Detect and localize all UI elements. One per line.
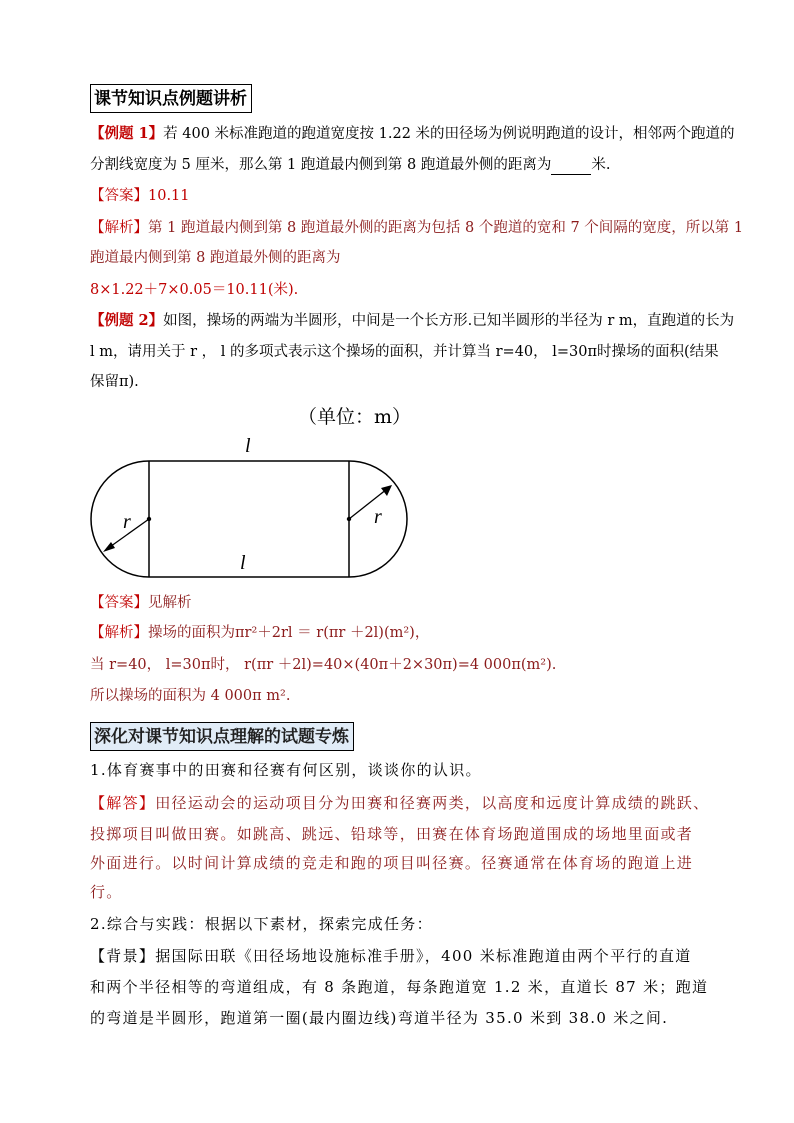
example2-answer: 【答案】见解析	[90, 595, 192, 611]
example1-analysis-line2: 跑道最内侧到第 8 跑道最外侧的距离为	[90, 250, 341, 266]
example1-analysis-line1: 【解析】第 1 跑道最内侧到第 8 跑道最外侧的距离为包括 8 个跑道的宽和 7 个间隔的宽度，所以第 1	[90, 220, 744, 236]
answer-blank	[551, 160, 591, 175]
example1-line1: 【例题 1】若 400 米标准跑道的跑道宽度按 1.22 米的田径场为例说明跑道的设计，相邻两个跑道的	[90, 125, 735, 142]
example1-answer: 【答案】10.11	[90, 188, 190, 204]
example2-line2: l m，请用关于 r ， l 的多项式表示这个操场的面积，并计算当 r=40， l=30π时操场的面积(结果	[90, 344, 719, 360]
example2-line1: 【例题 2】如图，操场的两端为半圆形，中间是一个长方形.已知半圆形的半径为 r m，直跑道的长为	[90, 312, 735, 329]
example2-analysis-line1: 【解析】操场的面积为πr²＋2rl ＝ r(πr ＋2l)(m²)，	[90, 625, 430, 641]
q2-background-line1: 【背景】据国际田联《田径场地设施标准手册》，400 米标准跑道由两个平行的直道	[90, 947, 692, 965]
example2-analysis-line2: 当 r=40， l=30π时， r(πr ＋2l)=40×(40π＋2×30π)=4 000π(m²).	[90, 657, 557, 673]
top-length-label: l	[245, 435, 251, 457]
q2-text: 2.综合与实践：根据以下素材，探索完成任务：	[90, 915, 433, 933]
figure-unit-label: （单位：m）	[298, 406, 412, 428]
bottom-length-label: l	[240, 552, 246, 574]
section-header-practice: 深化对课节知识点理解的试题专炼	[90, 722, 354, 751]
right-radius-arrow	[381, 485, 392, 496]
stadium-outline	[91, 461, 407, 577]
right-radius-label: r	[374, 506, 382, 528]
example2-tag: 【例题 2】	[90, 312, 164, 329]
q1-answer-line2: 投掷项目叫做田赛。如跳高、跳远、铅球等，田赛在体育场跑道围成的场地里面或者	[90, 825, 694, 843]
q1-answer-line4: 行。	[90, 883, 123, 901]
q1-answer-line1: 【解答】田径运动会的运动项目分为田赛和径赛两类，以高度和远度计算成绩的跳跃、	[90, 794, 710, 812]
q2-background-line3: 的弯道是半圆形，跑道第一圈(最内圈边线)弯道半径为 35.0 米到 38.0 米之间.	[90, 1009, 669, 1027]
example1-tag: 【例题 1】	[90, 125, 164, 142]
q1-text: 1.体育赛事中的田赛和径赛有何区别，谈谈你的认识。	[90, 761, 482, 779]
example1-line2: 分割线宽度为 5 厘米，那么第 1 跑道最内侧到第 8 跑道最外侧的距离为 米.	[90, 157, 611, 173]
section-header-examples: 课节知识点例题讲析	[90, 84, 252, 113]
example2-line3: 保留π).	[90, 374, 139, 390]
left-radius-arrow	[103, 542, 115, 552]
stadium-figure	[85, 430, 415, 590]
left-radius-label: r	[123, 511, 131, 533]
example1-analysis-line3: 8×1.22＋7×0.05＝10.11(米).	[90, 282, 299, 298]
example2-analysis-line3: 所以操场的面积为 4 000π m².	[90, 688, 291, 704]
q2-background-line2: 和两个半径相等的弯道组成，有 8 条跑道，每条跑道宽 1.2 米，直道长 87 米；跑道	[90, 978, 709, 996]
q1-answer-line3: 外面进行。以时间计算成绩的竞走和跑的项目叫径赛。径赛通常在体育场的跑道上进	[90, 854, 694, 872]
